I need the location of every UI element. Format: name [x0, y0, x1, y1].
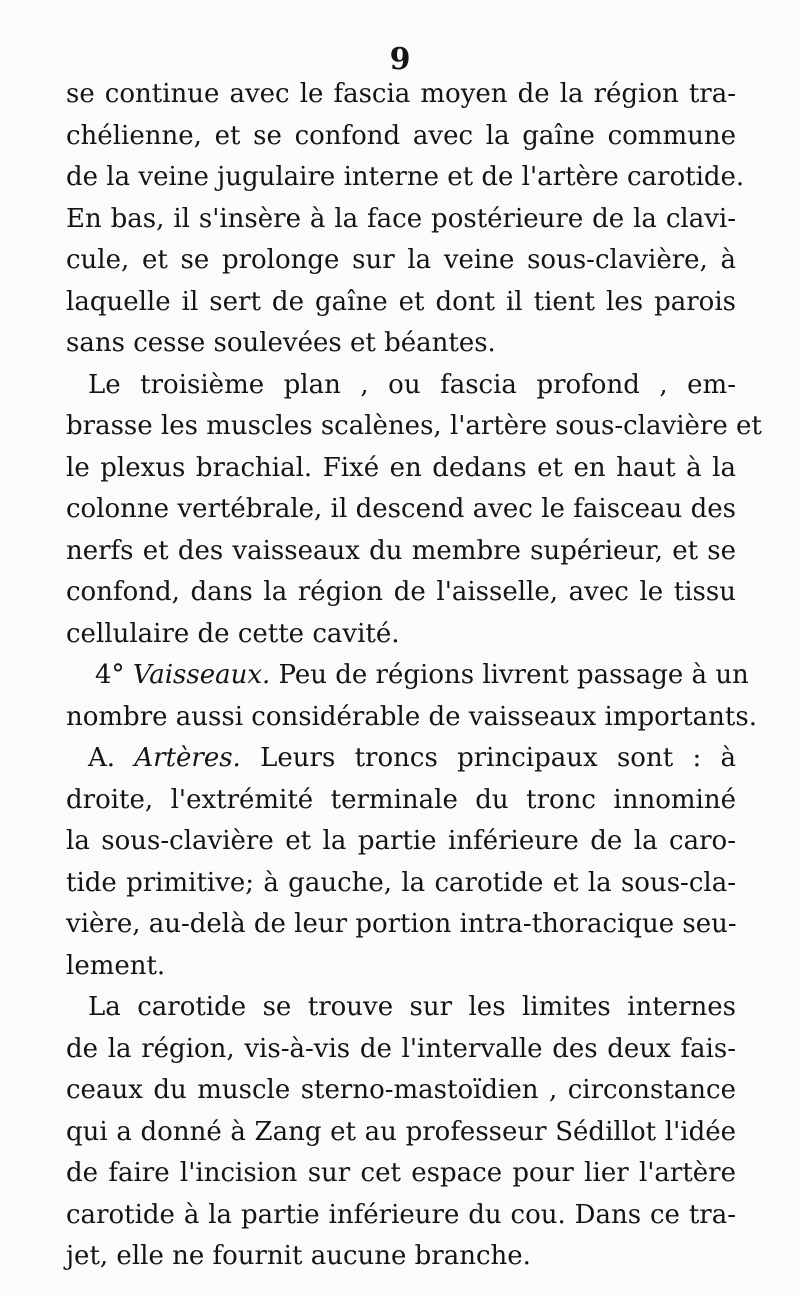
- text-line: brasse les muscles scalènes, l'artère sous-clavière et: [66, 411, 762, 441]
- subsection-text: Leurs troncs principaux sont : à: [260, 743, 737, 773]
- subsection-label: A.: [88, 743, 116, 773]
- text-line: sans cesse soulevées et béantes.: [66, 328, 496, 358]
- text-line: nombre aussi considérable de vaisseaux importants.: [66, 702, 757, 732]
- text-line: Le troisième plan , ou fascia profond , em-: [88, 370, 736, 400]
- text-line: droite, l'extrémité terminale du tronc innominé: [66, 785, 736, 815]
- text-line: colonne vertébrale, il descend avec le faisceau des: [66, 494, 736, 524]
- text-line: tide primitive; à gauche, la carotide et la sous-cla-: [66, 868, 736, 898]
- text-line: se continue avec le fascia moyen de la région tra-: [66, 79, 736, 109]
- text-line: cellulaire de cette cavité.: [66, 619, 400, 649]
- text-line: le plexus brachial. Fixé en dedans et en haut à la: [66, 453, 736, 483]
- text-line: En bas, il s'insère à la face postérieure de la clavi-: [66, 204, 736, 234]
- text-line: nerfs et des vaisseaux du membre supérieur, et se: [66, 536, 736, 566]
- text-line: laquelle il sert de gaîne et dont il tient les parois: [66, 287, 736, 317]
- section-number: 4°: [95, 660, 125, 690]
- subsection-heading-line: [88, 737, 736, 779]
- section-title: Vaisseaux.: [132, 660, 271, 690]
- text-line: lement.: [66, 951, 166, 981]
- page-number: 9: [389, 42, 411, 77]
- text-line: vière, au-delà de leur portion intra-thoracique seu-: [66, 909, 737, 939]
- text-line: de la région, vis-à-vis de l'intervalle des deux fais-: [66, 1034, 736, 1064]
- text-line: chélienne, et se confond avec la gaîne commune: [66, 121, 736, 151]
- subsection-title: Artères.: [134, 743, 241, 773]
- section-heading-line: [95, 654, 749, 696]
- text-line: jet, elle ne fournit aucune branche.: [66, 1241, 531, 1271]
- text-line: qui a donné à Zang et au professeur Sédillot l'idée: [66, 1117, 736, 1147]
- text-line: la sous-clavière et la partie inférieure de la caro-: [66, 826, 736, 856]
- text-line: cule, et se prolonge sur la veine sous-clavière, à: [66, 245, 736, 275]
- text-line: La carotide se trouve sur les limites internes: [88, 992, 736, 1022]
- text-line: ceaux du muscle sterno-mastoïdien , circonstance: [66, 1075, 736, 1105]
- text-line: de faire l'incision sur cet espace pour lier l'artère: [66, 1158, 736, 1188]
- section-text: Peu de régions livrent passage à un: [278, 660, 749, 690]
- text-line: confond, dans la région de l'aisselle, avec le tissu: [66, 577, 736, 607]
- text-line: carotide à la partie inférieure du cou. Dans ce tra-: [66, 1200, 736, 1230]
- text-line: de la veine jugulaire interne et de l'artère carotide.: [66, 162, 745, 192]
